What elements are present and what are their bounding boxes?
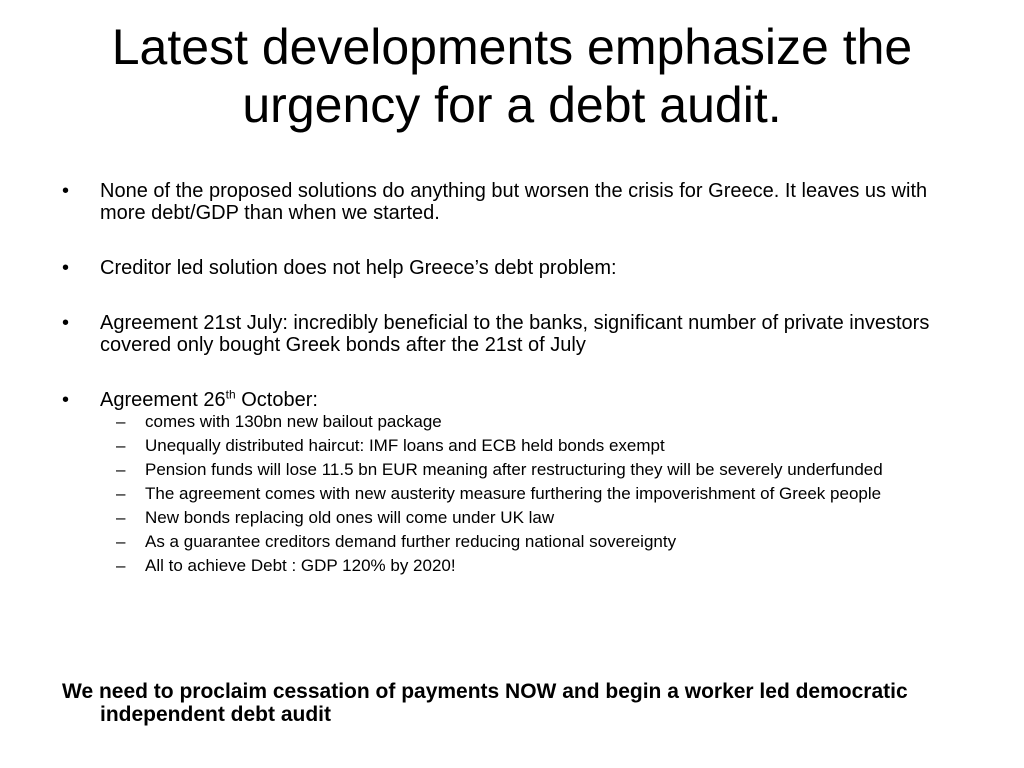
bullet-text: Agreement 21st July: incredibly beneficial to the banks, significant number of private investors covered only bought Greek bonds after the 21st of July <box>100 312 930 356</box>
sub-bullet-item <box>116 509 962 527</box>
sub-bullet-text: Pension funds will lose 11.5 bn EUR meaning after restructuring they will be severely underfunded <box>145 460 883 479</box>
bullet-text <box>100 389 318 411</box>
bullet-item <box>62 389 962 411</box>
bullet-text: Creditor led solution does not help Greece’s debt problem: <box>100 257 617 279</box>
bullet-text: None of the proposed solutions do anything but worsen the crisis for Greece. It leaves us with more debt/GDP than when we started. <box>100 180 928 224</box>
sub-bullet-text: As a guarantee creditors demand further reducing national sovereignty <box>145 532 677 551</box>
sub-bullet-text: All to achieve Debt : GDP 120% by 2020! <box>145 556 456 575</box>
dash-mark: – <box>116 532 126 551</box>
bullet-text-before: Agreement 26 <box>100 389 226 411</box>
bullet-item <box>62 180 962 224</box>
sub-bullet-text: Unequally distributed haircut: IMF loans and ECB held bonds exempt <box>145 436 665 455</box>
dash-mark: – <box>116 508 126 527</box>
bullet-mark: • <box>62 257 70 279</box>
conclusion-statement: We need to proclaim cessation of payments NOW and begin a worker led democratic independent debt audit <box>62 680 908 726</box>
sub-bullet-list <box>116 413 962 575</box>
slide-title: Latest developments emphasize the urgency for a debt audit. <box>111 19 913 133</box>
bullet-mark: • <box>62 312 70 334</box>
dash-mark: – <box>116 484 126 503</box>
sub-bullet-text: New bonds replacing old ones will come under UK law <box>145 508 555 527</box>
sub-bullet-item <box>116 485 962 503</box>
ordinal-superscript: th <box>225 387 236 402</box>
bullet-item <box>62 312 962 356</box>
dash-mark: – <box>116 436 126 455</box>
dash-mark: – <box>116 412 126 431</box>
sub-bullet-item <box>116 461 962 479</box>
bullet-item <box>62 257 962 279</box>
dash-mark: – <box>116 460 126 479</box>
sub-bullet-text: The agreement comes with new austerity measure furthering the impoverishment of Greek people <box>145 484 882 503</box>
bullet-mark: • <box>62 389 70 411</box>
bullet-mark: • <box>62 180 70 202</box>
sub-bullet-item <box>116 437 962 455</box>
sub-bullet-item <box>116 557 962 575</box>
sub-bullet-text: comes with 130bn new bailout package <box>145 412 442 431</box>
dash-mark: – <box>116 556 126 575</box>
bullet-text-after: October: <box>235 389 318 411</box>
sub-bullet-item <box>116 533 962 551</box>
sub-bullet-item <box>116 413 962 431</box>
bullet-list <box>62 180 962 581</box>
